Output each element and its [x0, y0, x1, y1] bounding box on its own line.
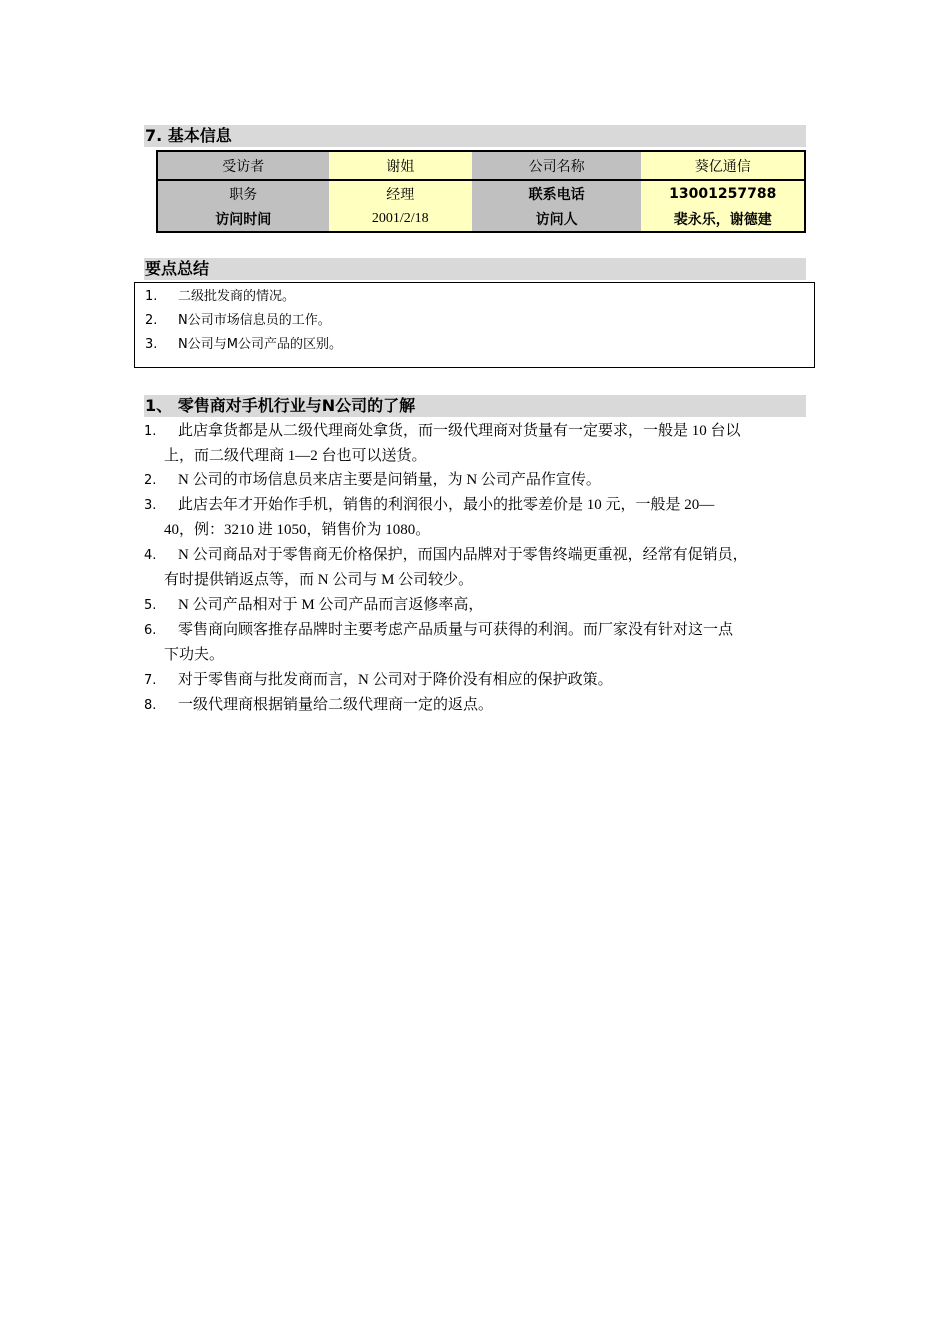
- visit-time-value: 2001/2/18: [329, 206, 472, 232]
- point-text: N 公司产品相对于 M 公司产品而言返修率高，: [178, 597, 484, 613]
- point-text-continued: 下功夫。: [164, 647, 225, 663]
- summary-box: [134, 282, 815, 368]
- point-number: 7.: [144, 673, 157, 688]
- position-label: 职务: [157, 180, 329, 206]
- interviewee-value: 谢姐: [329, 151, 472, 180]
- point-text-continued: 40，例：3210 进 1050，销售价为 1080。: [164, 522, 431, 538]
- point-number: 1.: [144, 424, 157, 439]
- position-value: 经理: [329, 180, 472, 206]
- point-number: 6.: [144, 623, 157, 638]
- point-number: 3.: [144, 498, 157, 513]
- company-name-label: 公司名称: [472, 151, 642, 180]
- basic-info-title: 7. 基本信息: [145, 126, 232, 145]
- point-item: [144, 419, 816, 469]
- point-item: [144, 468, 816, 493]
- company-name-value: 葵亿通信: [641, 151, 805, 180]
- point-item: [144, 593, 816, 618]
- item-number: 3.: [145, 337, 158, 352]
- basic-info-table: [156, 150, 806, 233]
- table-row: [157, 151, 805, 180]
- point-text: 此店拿货都是从二级代理商处拿货，而一级代理商对货量有一定要求，一般是 10 台以: [178, 423, 741, 439]
- table-row: [157, 180, 805, 206]
- phone-value: 13001257788: [641, 180, 805, 206]
- list-item: [145, 286, 295, 308]
- item-text: 二级批发商的情况。: [178, 289, 296, 304]
- summary-title: 要点总结: [145, 259, 210, 278]
- phone-label: 联系电话: [472, 180, 642, 206]
- visitor-value: 裴永乐，谢德建: [641, 206, 805, 232]
- section1-title: 1、 零售商对手机行业与N公司的了解: [145, 396, 416, 415]
- table-row: [157, 206, 805, 232]
- point-text: 此店去年才开始作手机，销售的利润很小，最小的批零差价是 10 元，一般是 20—: [178, 497, 715, 513]
- point-item: [144, 543, 816, 593]
- point-item: [144, 668, 816, 693]
- visit-time-label: 访问时间: [157, 206, 329, 232]
- point-text: N 公司的市场信息员来店主要是问销量，为 N 公司产品作宣传。: [178, 472, 601, 488]
- point-number: 8.: [144, 698, 157, 713]
- section1-heading: [144, 395, 806, 417]
- list-item: [145, 310, 331, 332]
- point-item: [144, 693, 816, 718]
- item-text: N公司与M公司产品的区别。: [178, 337, 342, 352]
- point-item: [144, 493, 816, 543]
- point-number: 5.: [144, 598, 157, 613]
- basic-info-heading: [144, 125, 806, 147]
- item-text: N公司市场信息员的工作。: [178, 313, 331, 328]
- summary-heading: [144, 258, 806, 280]
- point-text: 一级代理商根据销量给二级代理商一定的返点。: [178, 697, 494, 713]
- item-number: 2.: [145, 313, 158, 328]
- item-number: 1.: [145, 289, 158, 304]
- point-text: 对于零售商与批发商而言，N 公司对于降价没有相应的保护政策。: [178, 672, 613, 688]
- point-text: 零售商向顾客推存品牌时主要考虑产品质量与可获得的利润。而厂家没有针对这一点: [178, 622, 734, 638]
- point-number: 4.: [144, 548, 157, 563]
- visitor-label: 访问人: [472, 206, 642, 232]
- point-text: N 公司商品对于零售商无价格保护，而国内品牌对于零售终端更重视，经常有促销员，: [178, 547, 748, 563]
- point-text-continued: 有时提供销返点等，而 N 公司与 M 公司较少。: [164, 572, 474, 588]
- point-item: [144, 618, 816, 668]
- interviewee-label: 受访者: [157, 151, 329, 180]
- list-item: [145, 334, 342, 356]
- point-text-continued: 上，而二级代理商 1—2 台也可以送货。: [164, 448, 427, 464]
- point-number: 2.: [144, 473, 157, 488]
